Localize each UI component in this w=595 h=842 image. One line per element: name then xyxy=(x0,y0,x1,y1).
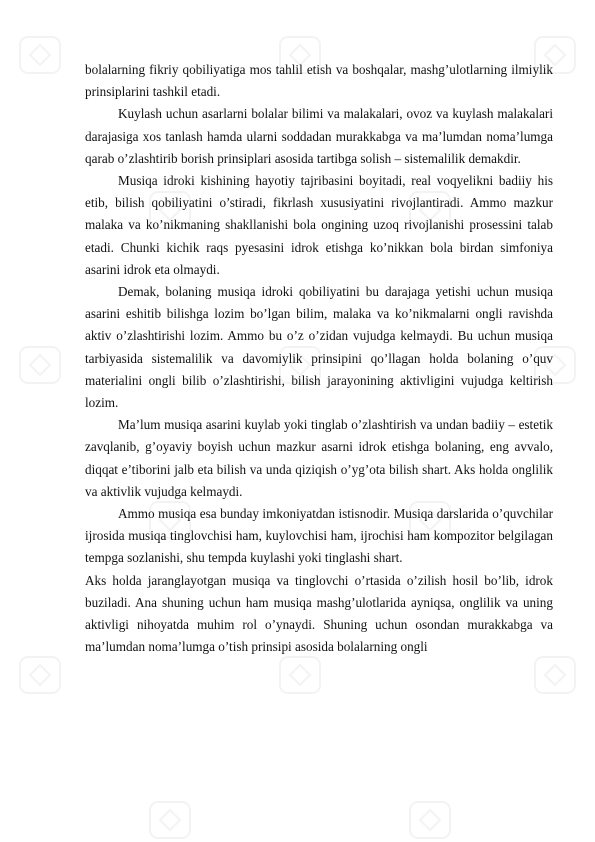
paragraph: Ma’lum musiqa asarini kuylab yoki tinglab o’zlashtirish va undan badiiy – estetik zavqlanib, g’oyaviy boyish uchun mazkur asarni idrok etishga bolaning, eng avvalo, diqqat e’tiborini jalb eta bilish va unda qiziqish o’yg’ota bilish shart. Aks holda onglilik va aktivlik vujudga kelmaydi. xyxy=(85,417,553,499)
paragraph: Aks holda jaranglayotgan musiqa va tinglovchi o’rtasida o’zilish hosil bo’lib, idrok buziladi. Ana shuning uchun ham musiqa mashg’ulotlarida ayniqsa, onglilik va uning aktivligi nihoyatda muhim rol o’ynaydi. Shuning uchun osondan murakkabga va ma’lumdan noma’lumga o’tish prinsipi asosida bolalarning ongli xyxy=(85,572,553,655)
watermark-mark xyxy=(280,657,320,693)
watermark-mark xyxy=(535,657,575,693)
watermark-mark xyxy=(20,347,60,383)
paragraph: Demak, bolaning musiqa idroki qobiliyatini bu darajaga yetishi uchun musiqa asarini eshitib bilishga lozim bo’lgan bilim, malaka va ko’nikmalarni ongli ravishda aktiv o’zlashtirishi lozim. Ammo bu o’z o’zidan vujudga kelmaydi. Bu uchun musiqa tarbiyasida sistemalilik va davomiylik prinsipini qo’llagan holda bolaning o’quv materialini ongli bilib o’zlashtirishi, bilish jarayonining aktivligini vujudga keltirish lozim. xyxy=(85,284,553,411)
watermark-mark xyxy=(410,802,450,838)
watermark-mark xyxy=(20,657,60,693)
paragraph: Musiqa idroki kishining hayotiy tajribasini boyitadi, real voqyelikni badiiy his etib, bilish qobiliyatini o’stiradi, fikrlash xususiyatini rivojlantiradi. Ammo mazkur malaka va ko’nikmaning shakllanishi bola ongining uzoq rivojlanishi prosessini talab etadi. Chunki kichik raqs pyesasini idrok etishga ko’nikkan bola birdan simfoniya asarini idrok eta olmaydi. xyxy=(85,173,553,277)
paragraph: Kuylash uchun asarlarni bolalar bilimi va malakalari, ovoz va kuylash malakalari darajasiga xos tanlash hamda ularni soddadan murakkabga va ma’lumdan noma’lumga qarab o’zlashtirib borish prinsiplari asosida tartibga solish – sistemalilik demakdir. xyxy=(85,106,553,166)
watermark-mark xyxy=(20,37,60,73)
paragraph: bolalarning fikriy qobiliyatiga mos tahlil etish va boshqalar, mashg’ulotlarning ilmiylik prinsiplarini tashkil etadi. xyxy=(85,62,553,100)
document-body xyxy=(85,59,553,658)
watermark-mark xyxy=(150,802,190,838)
paragraph: Ammo musiqa esa bunday imkoniyatdan istisnodir. Musiqa darslarida o’quvchilar ijrosida musiqa tinglovchisi ham, kuylovchisi ham, ijrochisi ham kompozitor belgilagan tempga sozlanishi, shu tempda kuylashi yoki tinglashi shart. xyxy=(85,506,553,566)
